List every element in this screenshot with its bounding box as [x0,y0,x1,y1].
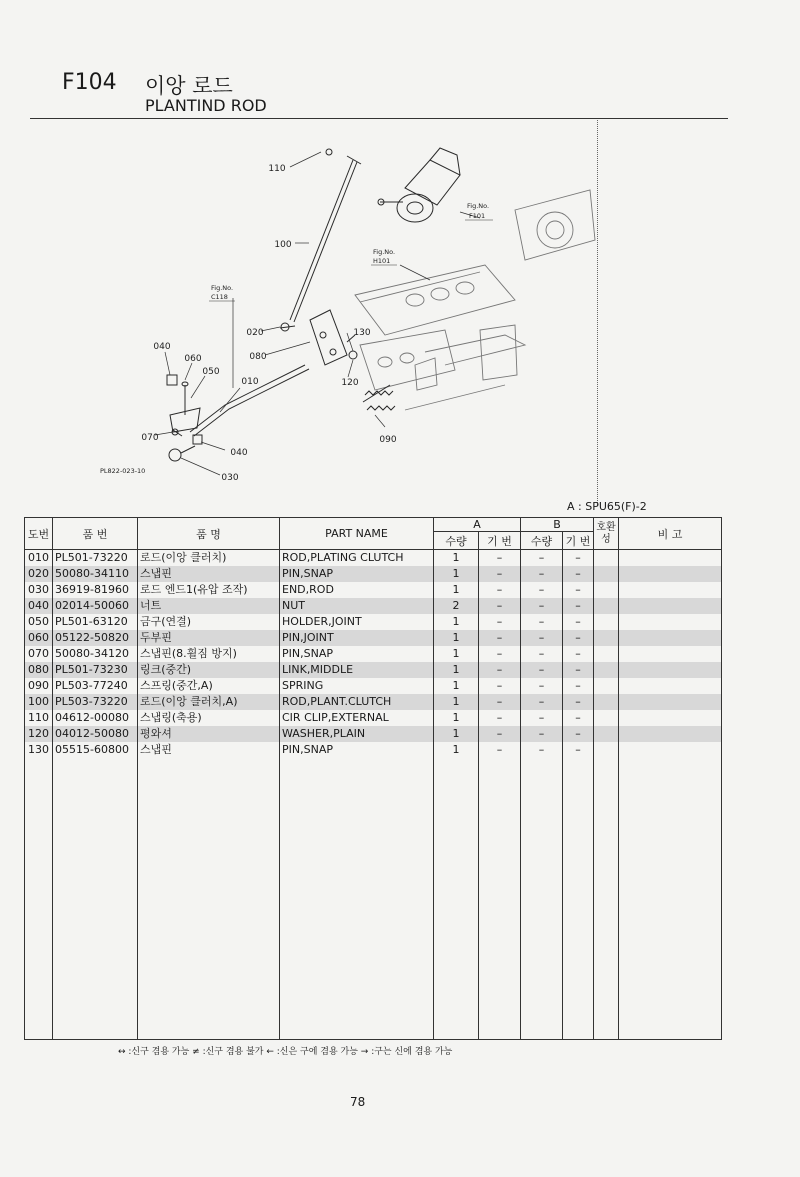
cell-code-a: – [479,598,521,614]
filler-cell [619,758,722,1040]
callout-040-top: 040 [153,342,171,352]
cell-part-no: PL501-73220 [53,550,138,567]
cell-qty-b: – [521,582,563,598]
cell-item-no: 010 [25,550,53,567]
cell-item-no: 130 [25,742,53,758]
cell-name-kr: 너트 [138,598,280,614]
cell-remarks [619,726,722,742]
fig-ref-f101-code: F101 [469,212,486,220]
cell-qty-a: 1 [434,550,479,567]
cell-part-name: NUT [280,598,434,614]
table-row [25,566,722,582]
cell-code-a: – [479,582,521,598]
cell-part-name: ROD,PLANT.CLUTCH [280,694,434,710]
cell-qty-a: 1 [434,614,479,630]
cell-part-no: PL503-77240 [53,678,138,694]
cell-code-a: – [479,550,521,567]
header-item-no: 도번 [25,518,53,550]
cell-code-a: – [479,710,521,726]
cell-remarks [619,566,722,582]
callout-120: 120 [341,378,359,388]
cell-qty-b: – [521,726,563,742]
cell-item-no: 100 [25,694,53,710]
cell-remarks [619,630,722,646]
header-qty-a: 수량 [434,532,479,550]
table-row [25,710,722,726]
callout-010: 010 [241,377,259,387]
cell-remarks [619,646,722,662]
cell-part-no: PL501-63120 [53,614,138,630]
cell-name-kr: 로드 엔드1(유압 조작) [138,582,280,598]
table-row [25,646,722,662]
cell-part-name: PIN,SNAP [280,742,434,758]
section-code: F104 [62,70,117,95]
cell-name-kr: 평와셔 [138,726,280,742]
table-row [25,678,722,694]
cell-part-no: 05122-50820 [53,630,138,646]
table-row [25,662,722,678]
header-code-a: 기 번 [479,532,521,550]
cell-item-no: 090 [25,678,53,694]
cell-interchange [594,614,619,630]
cell-name-kr: 로드(이앙 클러치) [138,550,280,567]
table-row [25,598,722,614]
cell-interchange [594,566,619,582]
cell-code-b: – [563,598,594,614]
cell-remarks [619,694,722,710]
exploded-parts-diagram [85,130,605,500]
cell-qty-b: – [521,742,563,758]
cell-part-no: 05515-60800 [53,742,138,758]
header-group-a: A [434,518,521,532]
callout-080: 080 [249,352,267,362]
fig-ref-h101-code: H101 [373,257,391,265]
cell-name-kr: 스냅핀 [138,566,280,582]
cell-qty-b: – [521,662,563,678]
filler-cell [434,758,479,1040]
cell-qty-b: – [521,598,563,614]
cell-interchange [594,662,619,678]
cell-qty-a: 1 [434,710,479,726]
cell-part-no: 04012-50080 [53,726,138,742]
cell-interchange [594,630,619,646]
callout-090: 090 [379,435,397,445]
cell-interchange [594,598,619,614]
cell-item-no: 070 [25,646,53,662]
section-title-english: PLANTIND ROD [145,96,267,115]
callout-130: 130 [353,328,371,338]
fig-ref-c118-label: Fig.No. [211,284,234,292]
table-row [25,726,722,742]
cell-item-no: 060 [25,630,53,646]
cell-item-no: 050 [25,614,53,630]
cell-remarks [619,662,722,678]
cell-interchange [594,742,619,758]
cell-qty-b: – [521,550,563,567]
cell-qty-b: – [521,646,563,662]
section-title-korean: 이앙 로드 [145,74,233,98]
cell-code-b: – [563,614,594,630]
cell-qty-b: – [521,710,563,726]
cell-name-kr: 두부핀 [138,630,280,646]
cell-code-a: – [479,726,521,742]
cell-name-kr: 스냅핀 [138,742,280,758]
cell-code-a: – [479,630,521,646]
cell-qty-a: 1 [434,662,479,678]
cell-remarks [619,710,722,726]
filler-cell [138,758,280,1040]
cell-code-a: – [479,662,521,678]
fig-ref-c118-code: C118 [211,293,228,301]
cell-part-name: PIN,SNAP [280,566,434,582]
cell-interchange [594,726,619,742]
cell-interchange [594,582,619,598]
cell-part-no: 02014-50060 [53,598,138,614]
cell-code-b: – [563,694,594,710]
cell-code-a: – [479,646,521,662]
table-row [25,630,722,646]
cell-interchange [594,694,619,710]
cell-item-no: 030 [25,582,53,598]
cell-part-name: SPRING [280,678,434,694]
cell-remarks [619,550,722,567]
cell-part-name: ROD,PLATING CLUTCH [280,550,434,567]
cell-qty-a: 1 [434,566,479,582]
filler-cell [479,758,521,1040]
callout-110: 110 [268,164,286,174]
callout-070: 070 [141,433,159,443]
cell-name-kr: 로드(이앙 클러치,A) [138,694,280,710]
callout-020: 020 [246,328,264,338]
fig-ref-f101-label: Fig.No. [467,202,490,210]
cell-name-kr: 링크(중간) [138,662,280,678]
cell-code-a: – [479,614,521,630]
filler-cell [53,758,138,1040]
variant-label: A : SPU65(F)-2 [567,500,647,513]
cell-part-name: PIN,JOINT [280,630,434,646]
callout-050: 050 [202,367,220,377]
table-row [25,550,722,567]
cell-interchange [594,646,619,662]
cell-code-b: – [563,678,594,694]
cell-qty-a: 1 [434,582,479,598]
header-rule [30,118,728,119]
cell-remarks [619,614,722,630]
cell-item-no: 080 [25,662,53,678]
cell-qty-b: – [521,630,563,646]
fig-ref-h101-label: Fig.No. [373,248,396,256]
cell-qty-a: 1 [434,646,479,662]
cell-code-b: – [563,566,594,582]
filler-cell [280,758,434,1040]
header-qty-b: 수량 [521,532,563,550]
cell-interchange [594,678,619,694]
table-row [25,614,722,630]
cell-code-a: – [479,694,521,710]
cell-code-b: – [563,662,594,678]
header-part-name: PART NAME [280,518,434,550]
cell-qty-b: – [521,678,563,694]
cell-qty-a: 1 [434,678,479,694]
cell-part-name: PIN,SNAP [280,646,434,662]
cell-qty-a: 1 [434,726,479,742]
cell-item-no: 040 [25,598,53,614]
header-interchange: 호환성 [594,518,619,550]
cell-part-no: 50080-34120 [53,646,138,662]
cell-part-name: WASHER,PLAIN [280,726,434,742]
filler-cell [521,758,563,1040]
cell-part-name: HOLDER,JOINT [280,614,434,630]
header-code-b: 기 번 [563,532,594,550]
cell-code-b: – [563,710,594,726]
header-name-kr: 품 명 [138,518,280,550]
cell-part-name: END,ROD [280,582,434,598]
parts-table [24,517,722,1040]
cell-name-kr: 스프링(중간,A) [138,678,280,694]
cell-code-b: – [563,742,594,758]
cell-code-b: – [563,630,594,646]
cell-qty-b: – [521,694,563,710]
header-group-b: B [521,518,594,532]
cell-code-b: – [563,550,594,567]
cell-qty-b: – [521,614,563,630]
cell-item-no: 110 [25,710,53,726]
table-filler-row [25,758,722,1040]
filler-cell [25,758,53,1040]
filler-cell [563,758,594,1040]
table-row [25,694,722,710]
cell-qty-b: – [521,566,563,582]
cell-remarks [619,678,722,694]
cell-interchange [594,710,619,726]
cell-code-a: – [479,678,521,694]
table-row [25,582,722,598]
cell-remarks [619,742,722,758]
page-number: 78 [350,1095,366,1109]
drawing-id: PL822-023-10 [100,467,146,475]
cell-part-no: 04612-00080 [53,710,138,726]
cell-qty-a: 1 [434,694,479,710]
cell-part-no: PL503-73220 [53,694,138,710]
cell-name-kr: 스냅핀(8.휠짐 방지) [138,646,280,662]
cell-part-no: 36919-81960 [53,582,138,598]
cell-name-kr: 스냅링(축용) [138,710,280,726]
cell-code-a: – [479,742,521,758]
cell-qty-a: 1 [434,630,479,646]
cell-part-name: LINK,MIDDLE [280,662,434,678]
callout-100: 100 [274,240,292,250]
cell-item-no: 120 [25,726,53,742]
interchange-legend: ↔ :신구 겸용 가능 ≠ :신구 겸용 불가 ← :신은 구에 겸용 가능 → :구는 신에 겸용 가능 [118,1047,453,1057]
cell-item-no: 020 [25,566,53,582]
cell-qty-a: 2 [434,598,479,614]
callout-060: 060 [184,354,202,364]
cell-name-kr: 금구(연결) [138,614,280,630]
cell-remarks [619,598,722,614]
header-remarks: 비 고 [619,518,722,550]
callout-030: 030 [221,473,239,483]
cell-remarks [619,582,722,598]
cell-code-a: – [479,566,521,582]
filler-cell [594,758,619,1040]
cell-code-b: – [563,726,594,742]
cell-code-b: – [563,646,594,662]
cell-part-name: CIR CLIP,EXTERNAL [280,710,434,726]
table-row [25,742,722,758]
cell-code-b: – [563,582,594,598]
cell-part-no: PL501-73230 [53,662,138,678]
cell-interchange [594,550,619,567]
callout-040-bottom: 040 [230,448,248,458]
header-part-no: 품 번 [53,518,138,550]
cell-qty-a: 1 [434,742,479,758]
cell-part-no: 50080-34110 [53,566,138,582]
